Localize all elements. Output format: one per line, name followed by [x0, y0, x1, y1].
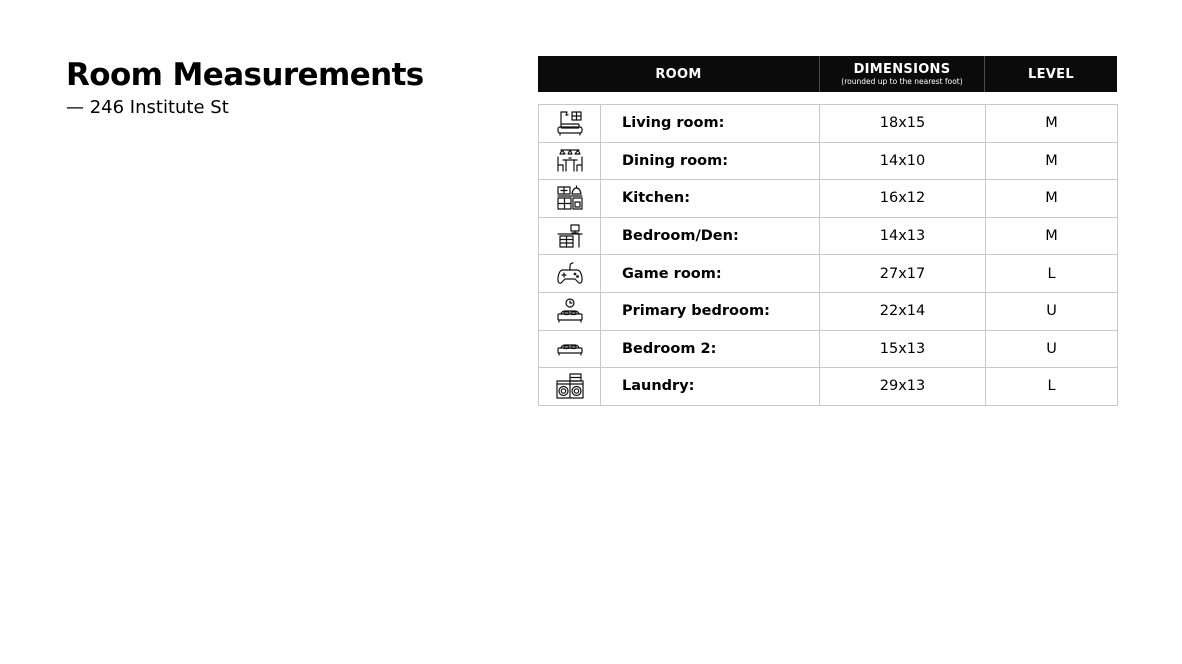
room-dimensions: 27x17	[820, 255, 986, 293]
room-dimensions: 14x10	[820, 142, 986, 180]
dining-room-icon	[555, 146, 585, 176]
room-name: Bedroom 2:	[601, 330, 820, 368]
room-level: L	[986, 368, 1118, 406]
table-row	[539, 217, 1118, 255]
bed-icon	[555, 334, 585, 364]
room-dimensions: 29x13	[820, 368, 986, 406]
washer-dryer-icon	[555, 371, 585, 401]
bed-clock-icon	[555, 296, 585, 326]
room-name: Living room:	[601, 105, 820, 143]
living-room-icon	[555, 108, 585, 138]
room-level: L	[986, 255, 1118, 293]
room-dimensions: 16x12	[820, 180, 986, 218]
page-subtitle: — 246 Institute St	[66, 97, 229, 118]
table-row	[539, 142, 1118, 180]
room-dimensions: 18x15	[820, 105, 986, 143]
header-dimensions-note: (rounded up to the nearest foot)	[841, 77, 963, 86]
header-room-label: ROOM	[655, 66, 702, 82]
header-level-label: LEVEL	[1028, 66, 1074, 82]
room-level: M	[986, 142, 1118, 180]
table-header	[538, 56, 1117, 92]
kitchen-icon	[555, 183, 585, 213]
header-dimensions-label: DIMENSIONS	[853, 62, 951, 77]
room-level: U	[986, 292, 1118, 330]
room-table	[538, 104, 1118, 406]
room-dimensions: 22x14	[820, 292, 986, 330]
table-row	[539, 180, 1118, 218]
page-title: Room Measurements	[66, 57, 424, 93]
header-dimensions	[820, 56, 985, 92]
room-name: Primary bedroom:	[601, 292, 820, 330]
table-row	[539, 368, 1118, 406]
desk-icon	[555, 221, 585, 251]
room-name: Dining room:	[601, 142, 820, 180]
table-row	[539, 105, 1118, 143]
room-name: Laundry:	[601, 368, 820, 406]
table-row	[539, 292, 1118, 330]
room-dimensions: 14x13	[820, 217, 986, 255]
room-dimensions: 15x13	[820, 330, 986, 368]
room-level: U	[986, 330, 1118, 368]
room-level: M	[986, 217, 1118, 255]
header-room	[538, 56, 820, 92]
room-name: Kitchen:	[601, 180, 820, 218]
game-controller-icon	[555, 259, 585, 289]
room-level: M	[986, 105, 1118, 143]
room-level: M	[986, 180, 1118, 218]
room-name: Bedroom/Den:	[601, 217, 820, 255]
table-row	[539, 255, 1118, 293]
room-name: Game room:	[601, 255, 820, 293]
table-row	[539, 330, 1118, 368]
header-level	[985, 56, 1117, 92]
